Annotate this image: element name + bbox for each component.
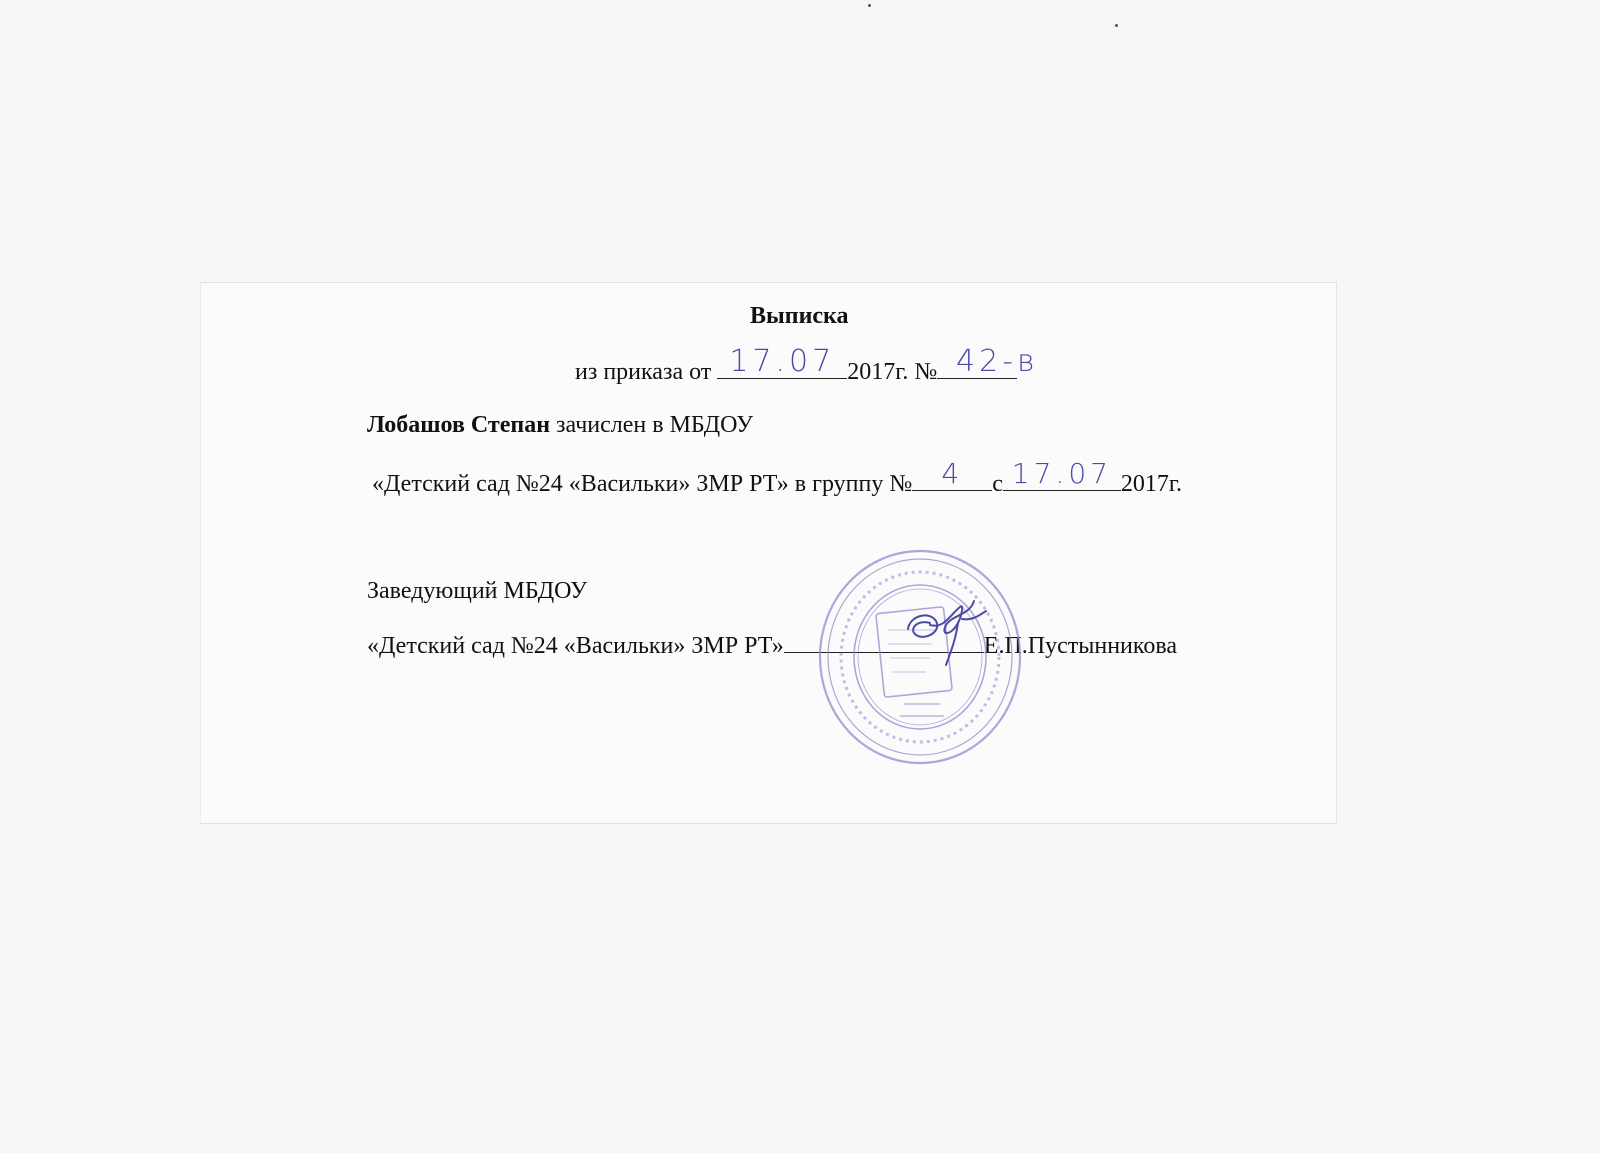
order-reference-line bbox=[575, 344, 1039, 386]
group-assignment-line bbox=[372, 457, 1183, 498]
kindergarten-name: «Детский сад №24 «Васильки» ЗМР РТ» в группу № bbox=[372, 471, 913, 497]
order-year: 2017г. № bbox=[847, 359, 938, 385]
order-number-handwritten: 42-в bbox=[956, 344, 1039, 379]
order-date-blank bbox=[717, 344, 847, 379]
head-organization: «Детский сад №24 «Васильки» ЗМР РТ» bbox=[367, 633, 784, 659]
signature-line bbox=[367, 630, 1177, 660]
child-name: Лобашов Степан bbox=[367, 412, 551, 438]
enrollment-line bbox=[367, 411, 753, 439]
start-year: 2017г. bbox=[1120, 471, 1183, 497]
scan-speck bbox=[1115, 24, 1118, 27]
order-prefix: из приказа от bbox=[575, 359, 712, 385]
head-role: Заведующий МБДОУ bbox=[367, 578, 588, 604]
scan-speck bbox=[868, 4, 871, 7]
group-number-handwritten: 4 bbox=[941, 457, 964, 490]
head-name: Е.П.Пустынникова bbox=[983, 633, 1178, 659]
group-number-blank bbox=[912, 457, 992, 491]
document-title: Выписка bbox=[750, 303, 849, 329]
from-label: с bbox=[992, 471, 1003, 497]
start-date-handwritten: 17.07 bbox=[1011, 457, 1112, 490]
order-number-blank bbox=[937, 344, 1039, 379]
enroll-text: зачислен в МБДОУ bbox=[556, 412, 754, 438]
start-date-blank bbox=[1003, 457, 1121, 491]
handwritten-signature bbox=[900, 585, 995, 675]
order-date-handwritten: 17.07 bbox=[729, 344, 836, 379]
